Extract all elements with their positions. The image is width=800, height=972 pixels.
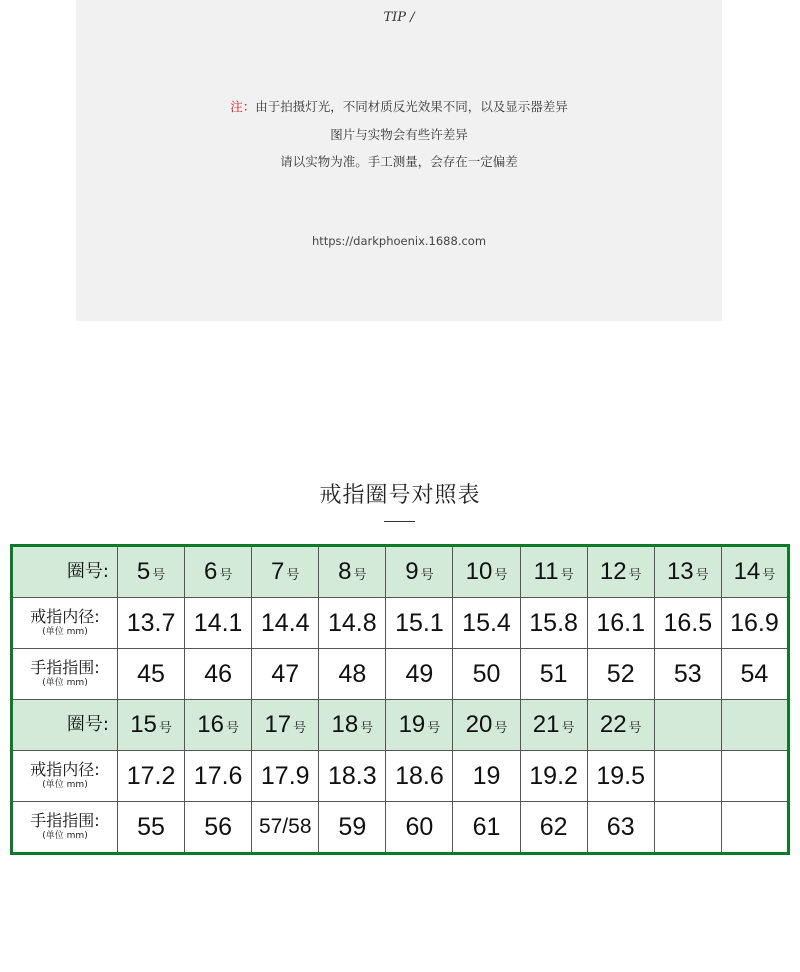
size-number: 5 [136, 558, 151, 585]
circumference-value: 60 [386, 802, 453, 854]
size-number: 7 [271, 558, 285, 585]
size-number-cell [386, 546, 453, 598]
size-chart-title: 戒指圈号对照表 [319, 483, 481, 508]
store-url: https://darkphoenix.1688.com [311, 234, 487, 248]
size-number: 20 [465, 711, 493, 738]
size-suffix: 号 [286, 567, 300, 582]
inner-diameter-value: 19.5 [587, 751, 654, 802]
size-number-cell [185, 700, 252, 751]
circumference-value [654, 802, 721, 854]
circumference-value [721, 802, 788, 854]
size-number-cell [319, 700, 386, 751]
inner-diameter-row [12, 751, 789, 802]
size-number-cell [386, 700, 453, 751]
size-number-cell [654, 546, 721, 598]
inner-diameter-value: 18.3 [319, 751, 386, 802]
inner-diameter-value: 17.2 [118, 751, 185, 802]
inner-diameter-value: 17.9 [252, 751, 319, 802]
size-suffix: 号 [695, 567, 709, 582]
circumference-label [12, 802, 118, 854]
size-suffix: 号 [762, 567, 776, 582]
size-number-cell [118, 546, 185, 598]
circumference-value: 57/58 [252, 802, 319, 854]
size-suffix: 号 [225, 720, 239, 735]
size-label: 圈号: [12, 546, 118, 598]
inner-diameter-value: 19 [453, 751, 520, 802]
inner-diameter-value: 14.8 [319, 598, 386, 649]
size-number: 21 [532, 711, 560, 738]
size-number: 10 [465, 558, 493, 585]
circumference-value: 52 [587, 649, 654, 700]
ring-size-table [10, 544, 790, 855]
size-label: 圈号: [12, 700, 118, 751]
size-number: 15 [130, 711, 157, 738]
size-suffix: 号 [494, 720, 508, 735]
circumference-label-text: 手指指围: [30, 810, 100, 830]
size-number: 8 [338, 558, 352, 585]
size-suffix: 号 [293, 720, 307, 735]
inner-diameter-value: 14.1 [185, 598, 252, 649]
circumference-value: 49 [386, 649, 453, 700]
title-underline [384, 521, 415, 522]
circumference-value: 54 [721, 649, 788, 700]
circumference-value: 45 [118, 649, 185, 700]
size-number-cell [319, 546, 386, 598]
size-suffix: 号 [494, 567, 508, 582]
size-number: 11 [533, 558, 559, 585]
note-line-2: 图片与实物会有些许差异 [330, 127, 468, 142]
note-text-1: 由于拍摄灯光，不同材质反光效果不同，以及显示器差异 [255, 99, 568, 114]
inner-diameter-value: 13.7 [118, 598, 185, 649]
circumference-value: 46 [185, 649, 252, 700]
size-suffix: 号 [628, 720, 642, 735]
size-number: 19 [398, 711, 426, 738]
size-number-cell [520, 546, 587, 598]
inner-diameter-label-text: 戒指内径: [30, 759, 100, 779]
circumference-value: 59 [319, 802, 386, 854]
size-number: 18 [331, 711, 359, 738]
inner-diameter-value: 16.5 [654, 598, 721, 649]
inner-diameter-label [12, 751, 118, 802]
size-suffix: 号 [561, 720, 575, 735]
size-suffix: 号 [360, 720, 374, 735]
size-number-cell [721, 546, 788, 598]
size-number: 12 [599, 558, 627, 585]
size-suffix: 号 [152, 567, 166, 582]
tip-panel [76, 0, 722, 321]
size-suffix: 号 [628, 567, 642, 582]
inner-diameter-value: 14.4 [252, 598, 319, 649]
inner-diameter-value: 15.4 [453, 598, 520, 649]
circumference-value: 63 [587, 802, 654, 854]
circumference-value: 48 [319, 649, 386, 700]
circumference-value: 56 [185, 802, 252, 854]
note-line-3: 请以实物为准。手工测量，会存在一定偏差 [280, 154, 518, 169]
note-line-1 [76, 97, 722, 115]
size-header-row [12, 546, 789, 598]
size-suffix: 号 [158, 720, 172, 735]
size-number-cell [654, 700, 721, 751]
size-suffix: 号 [427, 720, 441, 735]
size-number: 13 [666, 558, 694, 585]
size-number: 14 [733, 558, 761, 585]
size-number: 17 [264, 711, 292, 738]
unit-note: (单位 mm) [42, 626, 88, 637]
size-number: 22 [599, 711, 627, 738]
circumference-label [12, 649, 118, 700]
inner-diameter-value: 19.2 [520, 751, 587, 802]
inner-diameter-label [12, 598, 118, 649]
size-suffix: 号 [353, 567, 367, 582]
circumference-value: 62 [520, 802, 587, 854]
size-number-cell [118, 700, 185, 751]
size-number-cell [252, 546, 319, 598]
inner-diameter-label-text: 戒指内径: [30, 606, 100, 626]
unit-note: (单位 mm) [42, 779, 88, 790]
circumference-row [12, 649, 789, 700]
size-number-cell [185, 546, 252, 598]
circumference-value: 47 [252, 649, 319, 700]
inner-diameter-row [12, 598, 789, 649]
inner-diameter-value: 15.1 [386, 598, 453, 649]
tip-title: TIP / [383, 10, 415, 25]
size-number-cell [453, 700, 520, 751]
inner-diameter-value [721, 751, 788, 802]
inner-diameter-value: 18.6 [386, 751, 453, 802]
size-number: 9 [405, 558, 419, 585]
size-number: 16 [197, 711, 224, 738]
size-suffix: 号 [560, 567, 574, 582]
unit-note: (单位 mm) [42, 830, 88, 841]
size-suffix: 号 [219, 567, 233, 582]
unit-note: (单位 mm) [42, 677, 88, 688]
size-number-cell [721, 700, 788, 751]
circumference-value: 50 [453, 649, 520, 700]
inner-diameter-value [654, 751, 721, 802]
inner-diameter-value: 15.8 [520, 598, 587, 649]
circumference-row [12, 802, 789, 854]
size-number-cell [453, 546, 520, 598]
size-number-cell [520, 700, 587, 751]
circumference-value: 51 [520, 649, 587, 700]
size-number: 6 [203, 558, 218, 585]
size-number-cell [587, 700, 654, 751]
note-prefix: 注： [230, 99, 256, 114]
circumference-value: 53 [654, 649, 721, 700]
circumference-value: 55 [118, 802, 185, 854]
inner-diameter-value: 16.1 [587, 598, 654, 649]
size-number-cell [252, 700, 319, 751]
size-suffix: 号 [420, 567, 434, 582]
circumference-label-text: 手指指围: [30, 657, 100, 677]
size-number-cell [587, 546, 654, 598]
circumference-value: 61 [453, 802, 520, 854]
inner-diameter-value: 16.9 [721, 598, 788, 649]
size-header-row [12, 700, 789, 751]
inner-diameter-value: 17.6 [185, 751, 252, 802]
